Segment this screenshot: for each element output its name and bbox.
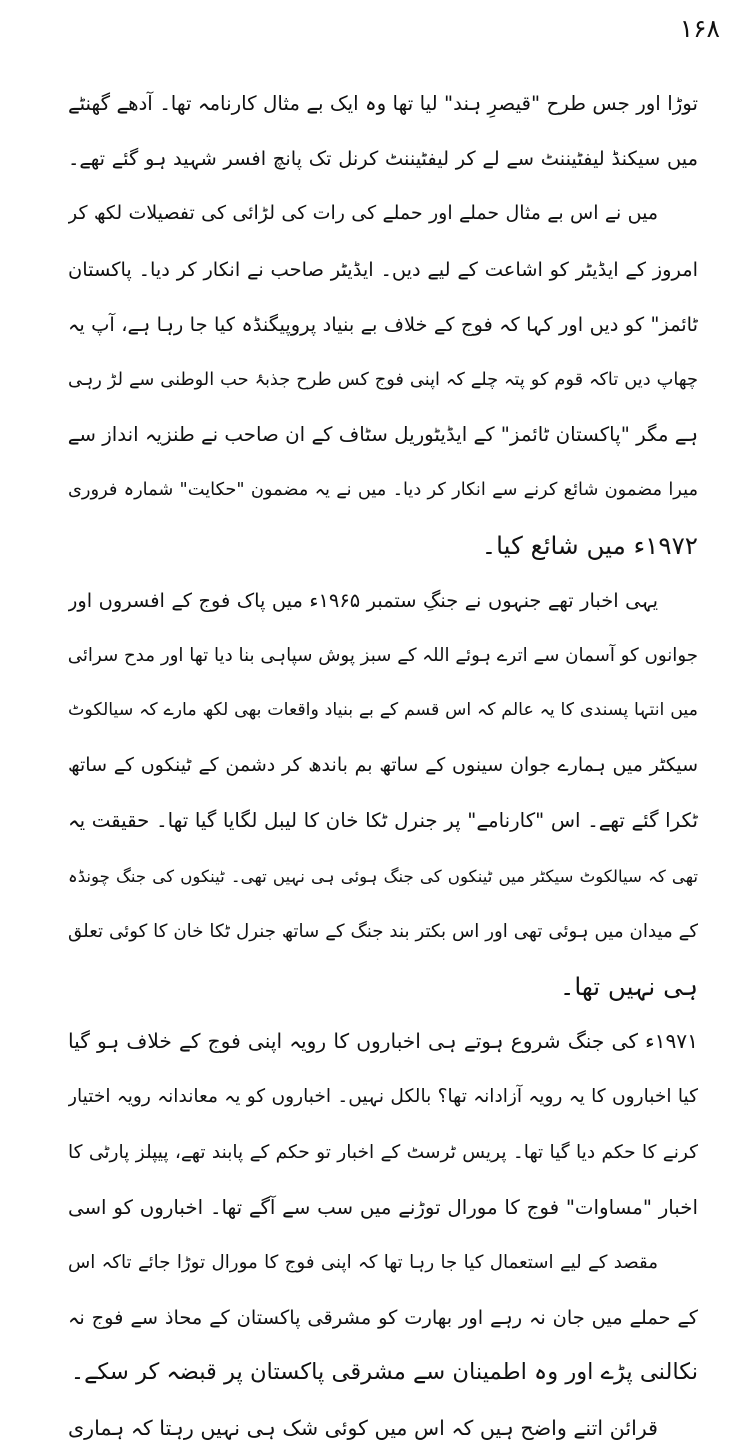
text-line: امروز کے ایڈیٹر کو اشاعت کے لیے دیں۔ ایڈیٹر صاحب نے انکار کر دیا۔ پاکستان [68, 257, 698, 281]
text-line: کیا اخباروں کا یہ رویہ آزادانہ تھا؟ بالکل نہیں۔ اخباروں کو یہ معاندانہ رویہ اختیار [68, 1086, 698, 1108]
text-line: ہی نہیں تھا۔ [559, 972, 698, 1001]
text-line: ٹکرا گئے تھے۔ اس "کارنامے" پر جنرل ٹکا خان کا لیبل لگایا گیا تھا۔ حقیقت یہ [68, 809, 698, 833]
page-number: ۱۶۸ [679, 14, 720, 43]
text-line: قرائن اتنے واضح ہیں کہ اس میں کوئی شک ہی نہیں رہتا کہ ہماری [68, 1415, 658, 1440]
text-line: چھاپ دیں تاکہ قوم کو پتہ چلے کہ اپنی فوج کس طرح جذبۂ حب الوطنی سے لڑ رہی [68, 368, 698, 390]
text-line: سیکٹر میں ہمارے جوان سینوں کے ساتھ بم باندھ کر دشمن کے ٹینکوں کے ساتھ [68, 754, 698, 777]
text-line: میں انتہا پسندی کا یہ عالم کہ اس قسم کے بے بنیاد واقعات بھی لکھ مارے کہ سیالکوٹ [68, 700, 698, 721]
text-line: میں سیکنڈ لیفٹیننٹ سے لے کر لیفٹیننٹ کرنل تک پانچ افسر شہید ہو گئے تھے۔ [68, 147, 698, 171]
body-text [68, 76, 698, 1456]
text-line: جوانوں کو آسمان سے اترے ہوئے اللہ کے سبز پوش سپاہی بنا دیا تھا اور مدح سرائی [68, 644, 698, 666]
text-line: ۱۹۷۱ء کی جنگ شروع ہوتے ہی اخباروں کا رویہ اپنی فوج کے خلاف ہو گیا [68, 1029, 698, 1054]
text-line: کے میدان میں ہوئی تھی اور اس بکتر بند جنگ کے ساتھ جنرل ٹکا خان کا کوئی تعلق [68, 920, 698, 942]
text-line: ہے مگر "پاکستان ٹائمز" کے ایڈیٹوریل سٹاف کے ان صاحب نے طنزیہ انداز سے [68, 423, 698, 447]
text-line: میں نے اس بے مثال حملے اور حملے کی رات کی لڑائی کی تفصیلات لکھ کر [68, 202, 658, 225]
text-line: کے حملے میں جان نہ رہے اور بھارت کو مشرقی پاکستان کے محاذ سے فوج نہ [68, 1306, 698, 1330]
text-line: ۱۹۷۲ء میں شائع کیا۔ [481, 530, 698, 560]
text-line: میرا مضمون شائع کرنے سے انکار کر دیا۔ میں نے یہ مضمون "حکایت" شمارہ فروری [68, 479, 698, 501]
text-line: مقصد کے لیے استعمال کیا جا رہا تھا کہ اپنی فوج کا مورال توڑا جائے تاکہ اس [68, 1251, 658, 1273]
text-line: کرنے کا حکم دیا گیا تھا۔ پریس ٹرسٹ کے اخبار تو حکم کے پابند تھے، پیپلز پارٹی کا [68, 1141, 698, 1163]
text-line: نکالنی پڑے اور وہ اطمینان سے مشرقی پاکستان پر قبضہ کر سکے۔ [70, 1359, 698, 1386]
text-line: توڑا اور جس طرح "قیصرِ ہند" لیا تھا وہ ایک بے مثال کارنامہ تھا۔ آدھے گھنٹے [68, 92, 698, 115]
text-line: تھی کہ سیالکوٹ سیکٹر میں ٹینکوں کی جنگ ہوئی ہی نہیں تھی۔ ٹینکوں کی جنگ چونڈہ [68, 866, 698, 886]
text-line: اخبار "مساوات" فوج کا مورال توڑنے میں سب سے آگے تھا۔ اخباروں کو اسی [68, 1195, 698, 1219]
text-line: یہی اخبار تھے جنہوں نے جنگِ ستمبر ۱۹۶۵ء میں پاک فوج کے افسروں اور [68, 588, 658, 612]
text-line: ٹائمز" کو دیں اور کہا کہ فوج کے خلاف بے بنیاد پروپیگنڈہ کیا جا رہا ہے، آپ یہ [68, 312, 698, 336]
